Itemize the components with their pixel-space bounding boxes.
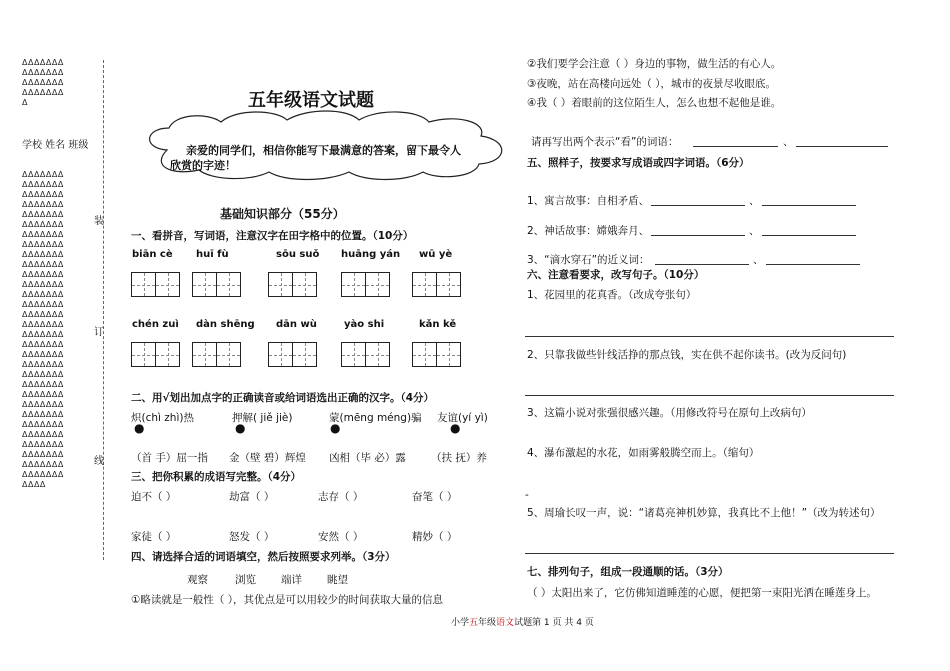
q5-line-2b[interactable] — [762, 235, 856, 236]
triangle-row: ΔΔΔΔΔΔΔ — [22, 460, 64, 469]
triangle-row: ΔΔΔΔΔΔΔ — [22, 410, 64, 419]
binding-line — [103, 60, 104, 560]
q4-word-4: 眺望 — [327, 574, 348, 586]
q6-title: 六、注意看要求，改写句子。（10分） — [527, 269, 705, 281]
q5-sep-2: 、 — [749, 225, 760, 237]
q5-line-2a[interactable] — [651, 235, 745, 236]
q5-item-1: 1、寓言故事：自相矛盾、 — [527, 195, 650, 207]
tianzige-1-1[interactable] — [131, 272, 179, 297]
q4-separator: 、 — [783, 136, 794, 148]
triangle-row: ΔΔΔΔΔΔΔ — [22, 68, 64, 77]
dot-mark-1: ● — [134, 421, 145, 435]
q6-answer-line-5[interactable] — [525, 553, 894, 554]
q4-answer-line-1[interactable] — [693, 146, 778, 147]
tianzige-2-3[interactable] — [268, 342, 316, 367]
triangle-row: ΔΔΔΔΔΔΔ — [22, 290, 64, 299]
q6-dash: - — [525, 489, 529, 501]
q4-sentence-3: ③夜晚，站在高楼向远处（ ），城市的夜景尽收眼底。 — [527, 78, 776, 90]
triangle-row: ΔΔΔΔΔΔΔ — [22, 380, 64, 389]
pinyin-10: kǎn kě — [419, 319, 457, 330]
q5-line-1a[interactable] — [651, 205, 745, 206]
tianzige-2-4[interactable] — [341, 342, 389, 367]
q6-answer-line-2[interactable] — [525, 395, 894, 396]
binding-info: 学校 姓名 班级 — [22, 140, 89, 151]
triangle-row: ΔΔΔΔΔΔΔ — [22, 260, 64, 269]
dot-mark-4: ● — [450, 421, 461, 435]
q5-title: 五、照样子，按要求写成语或四字词语。（6分） — [527, 157, 750, 169]
triangle-row: ΔΔΔΔΔΔΔ — [22, 350, 64, 359]
q4-word-3: 端详 — [281, 574, 302, 586]
triangle-row: ΔΔΔΔΔΔΔ — [22, 390, 64, 399]
page-footer: 小学五年级语文试题第 1 页 共 4 页 — [451, 618, 594, 628]
q5-line-1b[interactable] — [762, 205, 856, 206]
q4-sentence-4: ④我（ ）着眼前的这位陌生人，怎么也想不起他是谁。 — [527, 97, 782, 109]
q3-item-1: 迫不（ ） — [131, 491, 177, 503]
q1-title: 一、看拼音，写词语，注意汉字在田字格中的位置。（10分） — [131, 230, 414, 242]
q3-item-2: 劫富（ ） — [229, 491, 275, 503]
tianzige-2-5[interactable] — [412, 342, 460, 367]
triangle-row: ΔΔΔΔΔΔΔ — [22, 220, 64, 229]
q4-title: 四、请选择合适的词语填空，然后按照要求列举。（3分） — [131, 551, 396, 563]
triangle-row: ΔΔΔΔΔΔΔ — [22, 180, 64, 189]
binding-xian: 线 — [94, 456, 104, 467]
q3-item-3: 志存（ ） — [318, 491, 364, 503]
tianzige-2-1[interactable] — [131, 342, 179, 367]
tianzige-1-3[interactable] — [268, 272, 316, 297]
pinyin-6: chén zuì — [132, 319, 179, 330]
greeting-line2: 欣赏的字迹！ — [170, 159, 236, 172]
binding-zhuang: 装 — [94, 216, 104, 227]
pinyin-7: dàn shēng — [196, 319, 255, 330]
q6-item-3: 3、这篇小说对张强很感兴趣。（用修改符号在原句上改病句） — [527, 407, 812, 419]
q3-item-7: 安然（ ） — [318, 531, 364, 543]
q2-item-1: 炽(chì zhì)热 — [131, 412, 194, 424]
triangle-row: ΔΔΔΔΔΔΔ — [22, 200, 64, 209]
q2-item-5: （首 手）屈一指 — [131, 452, 208, 464]
q6-item-2: 2、只靠我做些针线活挣的那点钱，实在供不起你读书。(改为反问句) — [527, 349, 847, 361]
triangle-row: ΔΔΔΔΔΔΔ — [22, 58, 64, 67]
section-basic: 基础知识部分（55分） — [220, 207, 345, 221]
triangle-row: ΔΔΔΔΔΔΔ — [22, 300, 64, 309]
q6-answer-line-1[interactable] — [525, 336, 894, 337]
triangle-row: ΔΔΔΔΔΔΔ — [22, 270, 64, 279]
q6-item-5: 5、周瑜长叹一声，说：“诸葛亮神机妙算，我真比不上他！”（改为转述句） — [527, 507, 881, 519]
triangle-row: ΔΔΔΔ — [22, 480, 46, 489]
q2-item-8: （扶 抚）养 — [431, 452, 487, 464]
q3-item-5: 家徒（ ） — [131, 531, 177, 543]
triangle-row: ΔΔΔΔΔΔΔ — [22, 420, 64, 429]
tianzige-1-5[interactable] — [412, 272, 460, 297]
pinyin-5: wū yè — [419, 249, 453, 260]
triangle-row: ΔΔΔΔΔΔΔ — [22, 320, 64, 329]
pinyin-2: huī fù — [196, 249, 229, 260]
triangle-row: ΔΔΔΔΔΔΔ — [22, 250, 64, 259]
triangle-row: ΔΔΔΔΔΔΔ — [22, 230, 64, 239]
page-title: 五年级语文试题 — [248, 90, 374, 111]
dot-mark-2: ● — [235, 421, 246, 435]
q2-item-6: 金（壁 碧）辉煌 — [229, 452, 306, 464]
q5-item-2: 2、神话故事：嫦娥奔月、 — [527, 225, 650, 237]
tianzige-1-4[interactable] — [341, 272, 389, 297]
pinyin-9: yào shi — [344, 319, 385, 330]
binding-triangles — [22, 58, 64, 490]
q3-title: 三、把你积累的成语写完整。（4分） — [131, 471, 302, 483]
q4-sentence-2: ②我们要学会注意（ ）身边的事物，做生活的有心人。 — [527, 58, 782, 70]
triangle-row: ΔΔΔΔΔΔΔ — [22, 450, 64, 459]
q4-ask: 请再写出两个表示“看”的词语： — [531, 136, 679, 148]
q4-word-2: 浏览 — [235, 574, 256, 586]
triangle-row: ΔΔΔΔΔΔΔ — [22, 88, 64, 97]
binding-ding: 订 — [94, 327, 104, 338]
triangle-row: ΔΔΔΔΔΔΔ — [22, 78, 64, 87]
q2-item-3: 蒙(mēng méng)骗 — [329, 412, 422, 424]
q4-sentence-1: ①略读就是一般性（ ），其优点是可以用较少的时间获取大量的信息 — [131, 594, 443, 606]
pinyin-3: sōu suǒ — [276, 249, 320, 260]
q2-item-2: 押解( jiě jiè) — [232, 412, 293, 424]
triangle-row: ΔΔΔΔΔΔΔ — [22, 280, 64, 289]
triangle-row: ΔΔΔΔΔΔΔ — [22, 470, 64, 479]
triangle-row: ΔΔΔΔΔΔΔ — [22, 190, 64, 199]
q5-sep-1: 、 — [749, 195, 760, 207]
triangle-row: ΔΔΔΔΔΔΔ — [22, 370, 64, 379]
q7-sentence-1: （ ）太阳出来了，它仿佛知道睡莲的心愿，便把第一束阳光洒在睡莲身上。 — [527, 587, 877, 599]
triangle-row: ΔΔΔΔΔΔΔ — [22, 170, 64, 179]
q5-sep-3: 、 — [753, 254, 764, 266]
q6-item-4: 4、瀑布激起的水花，如雨雾般腾空而上。（缩句） — [527, 447, 760, 459]
q3-item-6: 怒发（ ） — [229, 531, 275, 543]
triangle-row: Δ — [22, 98, 28, 107]
q4-answer-line-2[interactable] — [796, 146, 888, 147]
pinyin-1: biān cè — [132, 249, 173, 260]
tianzige-2-2[interactable] — [192, 342, 240, 367]
triangle-row: ΔΔΔΔΔΔΔ — [22, 240, 64, 249]
tianzige-1-2[interactable] — [192, 272, 240, 297]
q3-item-8: 精妙（ ） — [412, 531, 458, 543]
triangle-row: ΔΔΔΔΔΔΔ — [22, 440, 64, 449]
q2-item-4: 友谊(yí yì) — [437, 412, 488, 424]
triangle-row: ΔΔΔΔΔΔΔ — [22, 310, 64, 319]
q2-title: 二、用√划出加点字的正确读音或给词语选出正确的汉字。（4分） — [131, 392, 435, 404]
q7-title: 七、排列句子，组成一段通顺的话。（3分） — [527, 566, 729, 578]
pinyin-8: dān wù — [276, 319, 317, 330]
q4-word-1: 观察 — [187, 574, 208, 586]
q5-item-3: 3、“滴水穿石”的近义词： — [527, 254, 650, 266]
pinyin-4: huāng yán — [341, 249, 401, 260]
q5-line-3b[interactable] — [766, 264, 860, 265]
q2-item-7: 凶相（毕 必）露 — [329, 452, 406, 464]
q3-item-4: 奋笔（ ） — [412, 491, 458, 503]
triangle-row: ΔΔΔΔΔΔΔ — [22, 210, 64, 219]
q5-line-3a[interactable] — [655, 264, 749, 265]
triangle-row: ΔΔΔΔΔΔΔ — [22, 340, 64, 349]
greeting-line1: 亲爱的同学们，相信你能写下最满意的答案，留下最令人 — [186, 144, 461, 157]
triangle-row: ΔΔΔΔΔΔΔ — [22, 330, 64, 339]
dot-mark-3: ● — [330, 421, 341, 435]
triangle-row: ΔΔΔΔΔΔΔ — [22, 400, 64, 409]
q6-item-1: 1、花园里的花真香。（改成夸张句） — [527, 289, 697, 301]
triangle-row: ΔΔΔΔΔΔΔ — [22, 360, 64, 369]
triangle-row: ΔΔΔΔΔΔΔ — [22, 430, 64, 439]
